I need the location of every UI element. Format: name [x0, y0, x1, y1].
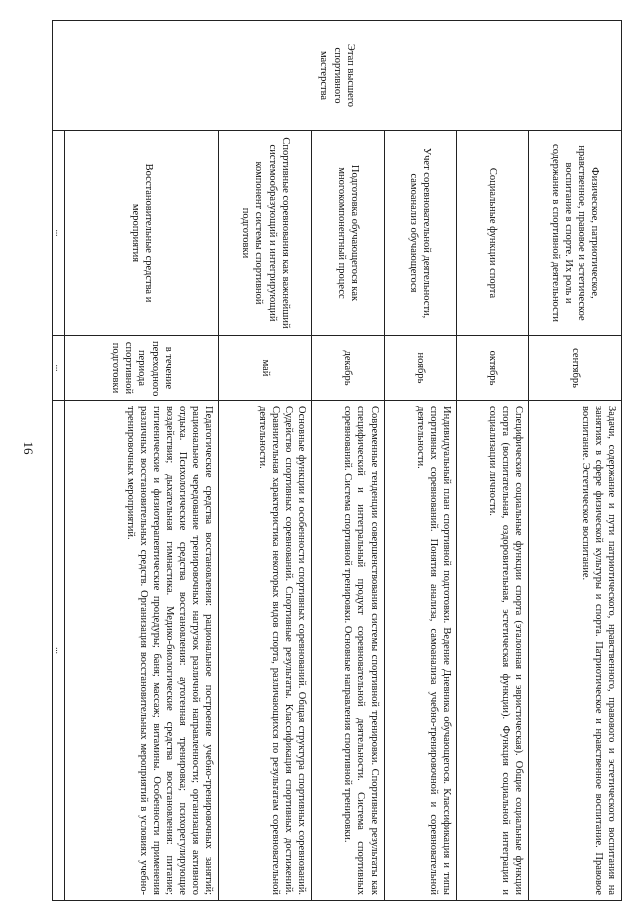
table-row	[312, 21, 384, 901]
period-cell: в течение переходного периода спортивной подготовки	[65, 336, 219, 401]
topic-cell: Физическое, патриотическое, нравственное, правовое и эстетическое воспитание в спорте. Их роль и содержание в спортивной деятельности	[529, 131, 622, 336]
content-cell: Специфические социальные функции спорта (эталонная и эвристическая). Общие социальные функции спорта (воспитательная, оздоровительная, эстетическая функции). Функция социальной интеграции и социализации личности.	[456, 401, 528, 901]
period-cell: ноябрь	[384, 336, 456, 401]
table-row	[529, 21, 622, 901]
period-cell: сентябрь	[529, 336, 622, 401]
period-cell: декабрь	[312, 336, 384, 401]
page-number: 16	[21, 441, 36, 455]
period-cell: октябрь	[456, 336, 528, 401]
topic-cell: Социальные функции спорта	[456, 131, 528, 336]
table-row-ellipsis	[53, 21, 65, 901]
table-row	[219, 21, 312, 901]
content-cell: Современные тенденции совершенствования системы спортивной тренировки. Спортивные результаты как специфический и интегральный продукт соревновательной деятельности. Система спортивных соревнований. Система спортивной тренировки. Основные направления спортивной тренировки.	[312, 401, 384, 901]
topic-cell: Спортивные соревнования как важнейший системообразующий и интегрирующий компонент системы спортивной подготовки	[219, 131, 312, 336]
topic-cell: Восстановительные средства и мероприятия	[65, 131, 219, 336]
table-row	[384, 21, 456, 901]
program-table	[52, 20, 622, 901]
table-row	[65, 21, 219, 901]
ellipsis-cell: ...	[53, 401, 65, 901]
content-cell: Основные функции и особенности спортивных соревнований. Общая структура спортивных соревнований. Судейство спортивных соревнований. Спортивные результаты. Классификация спортивных достижений. Сравнительная характеристика некоторых видов спорта, различающихся по результатам соревновательной деятельности.	[219, 401, 312, 901]
content-cell: Задачи, содержание и пути патриотического, нравственного, правового и эстетического воспитания на занятиях в сфере физической культуры и спорта. Патриотическое и нравственное воспитание. Правовое воспитание. Эстетическое воспитание.	[529, 401, 622, 901]
topic-cell: Учет соревновательной деятельности, самоанализ обучающегося	[384, 131, 456, 336]
table-row	[456, 21, 528, 901]
ellipsis-cell: ...	[53, 336, 65, 401]
rotated-table-container	[52, 20, 622, 900]
content-cell: Индивидуальный план спортивной подготовки. Ведение Дневника обучающегося. Классификация и типы спортивных соревнований. Понятия анализа, самоанализа учебно-тренировочной и соревновательной деятельности.	[384, 401, 456, 901]
stage-cell: Этап высшего спортивного мастерства	[53, 21, 622, 131]
content-cell: Педагогические средства восстановления: рациональное построение учебно-тренировочных занятий; рациональное чередование тренировочных нагрузок различной направленности; организация активного отдыха. Психологические средства восстановления: аутогенная тренировка; психорегулирующие воздействия; дыхательная гимнастика. Медико-биологические средства восстановления: питание; гигиенические и физиотерапевтические процедуры; баня; массаж; витамины. Особенности применения различных восстановительных средств. Организация восстановительных мероприятий в условиях учебно-тренировочных мероприятий.	[65, 401, 219, 901]
ellipsis-cell: ...	[53, 131, 65, 336]
period-cell: май	[219, 336, 312, 401]
topic-cell: Подготовка обучающегося как многокомпонентный процесс	[312, 131, 384, 336]
